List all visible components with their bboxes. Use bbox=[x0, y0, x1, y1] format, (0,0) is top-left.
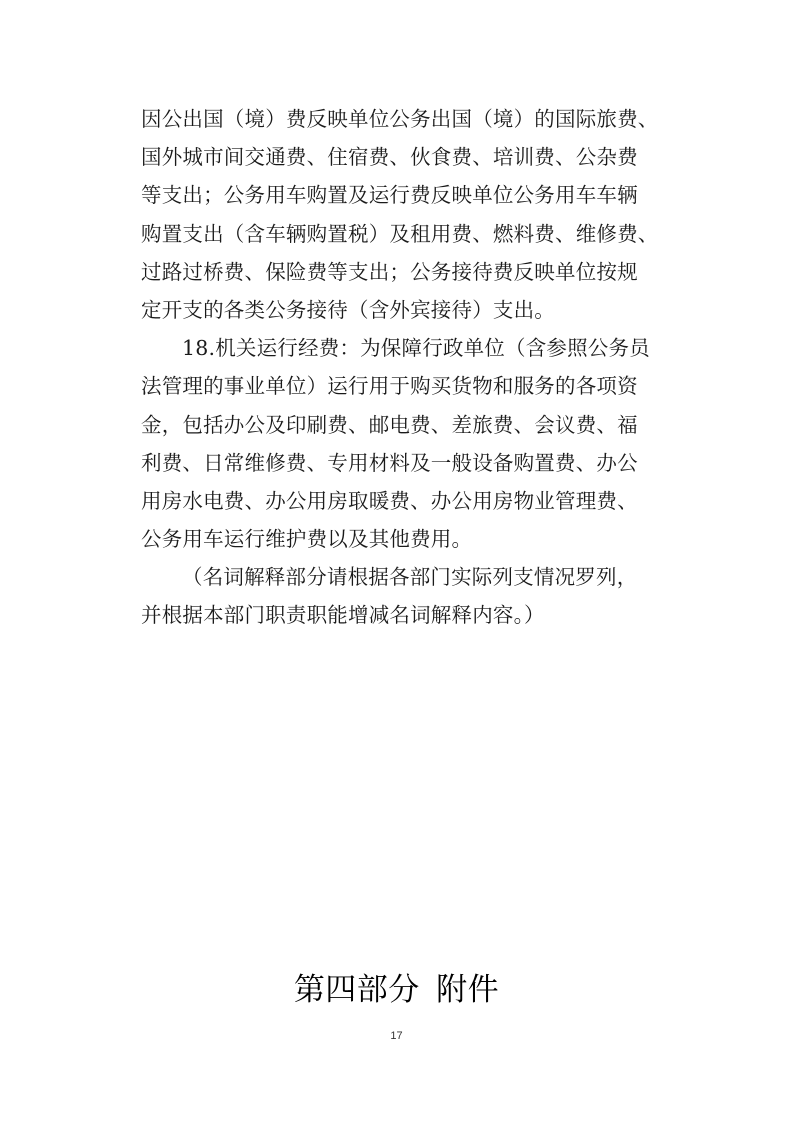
text-line: 用房水电费、办公用房取暖费、办公用房物业管理费、 bbox=[141, 488, 638, 513]
text-line: 金，包括办公及印刷费、邮电费、差旅费、会议费、福 bbox=[141, 412, 638, 437]
paragraph-start-line: 18.机关运行经费：为保障行政单位（含参照公务员 bbox=[182, 336, 650, 361]
text-line: 过路过桥费、保险费等支出；公务接待费反映单位按规 bbox=[141, 259, 638, 284]
text-line: 因公出国（境）费反映单位公务出国（境）的国际旅费、 bbox=[141, 107, 659, 131]
note-line: 并根据本部门职责职能增减名词解释内容。） bbox=[141, 603, 545, 628]
text-line: 公务用车运行维护费以及其他费用。 bbox=[141, 527, 473, 552]
page-number: 17 bbox=[390, 1030, 403, 1042]
text-line: 定开支的各类公务接待（含外宾接待）支出。 bbox=[141, 297, 555, 322]
section-title: 第四部分 附件 bbox=[293, 972, 500, 1008]
text-line: 法管理的事业单位）运行用于购买货物和服务的各项资 bbox=[141, 374, 638, 399]
body-text bbox=[141, 100, 661, 635]
text-line: 国外城市间交通费、住宿费、伙食费、培训费、公杂费 bbox=[141, 145, 638, 170]
note-start-line: （名词解释部分请根据各部门实际列支情况罗列， bbox=[182, 565, 638, 590]
text-line: 等支出；公务用车购置及运行费反映单位公务用车车辆 bbox=[141, 183, 638, 208]
text-line: 利费、日常维修费、专用材料及一般设备购置费、办公 bbox=[141, 450, 638, 475]
text-line: 购置支出（含车辆购置税）及租用费、燃料费、维修费、 bbox=[141, 221, 659, 246]
